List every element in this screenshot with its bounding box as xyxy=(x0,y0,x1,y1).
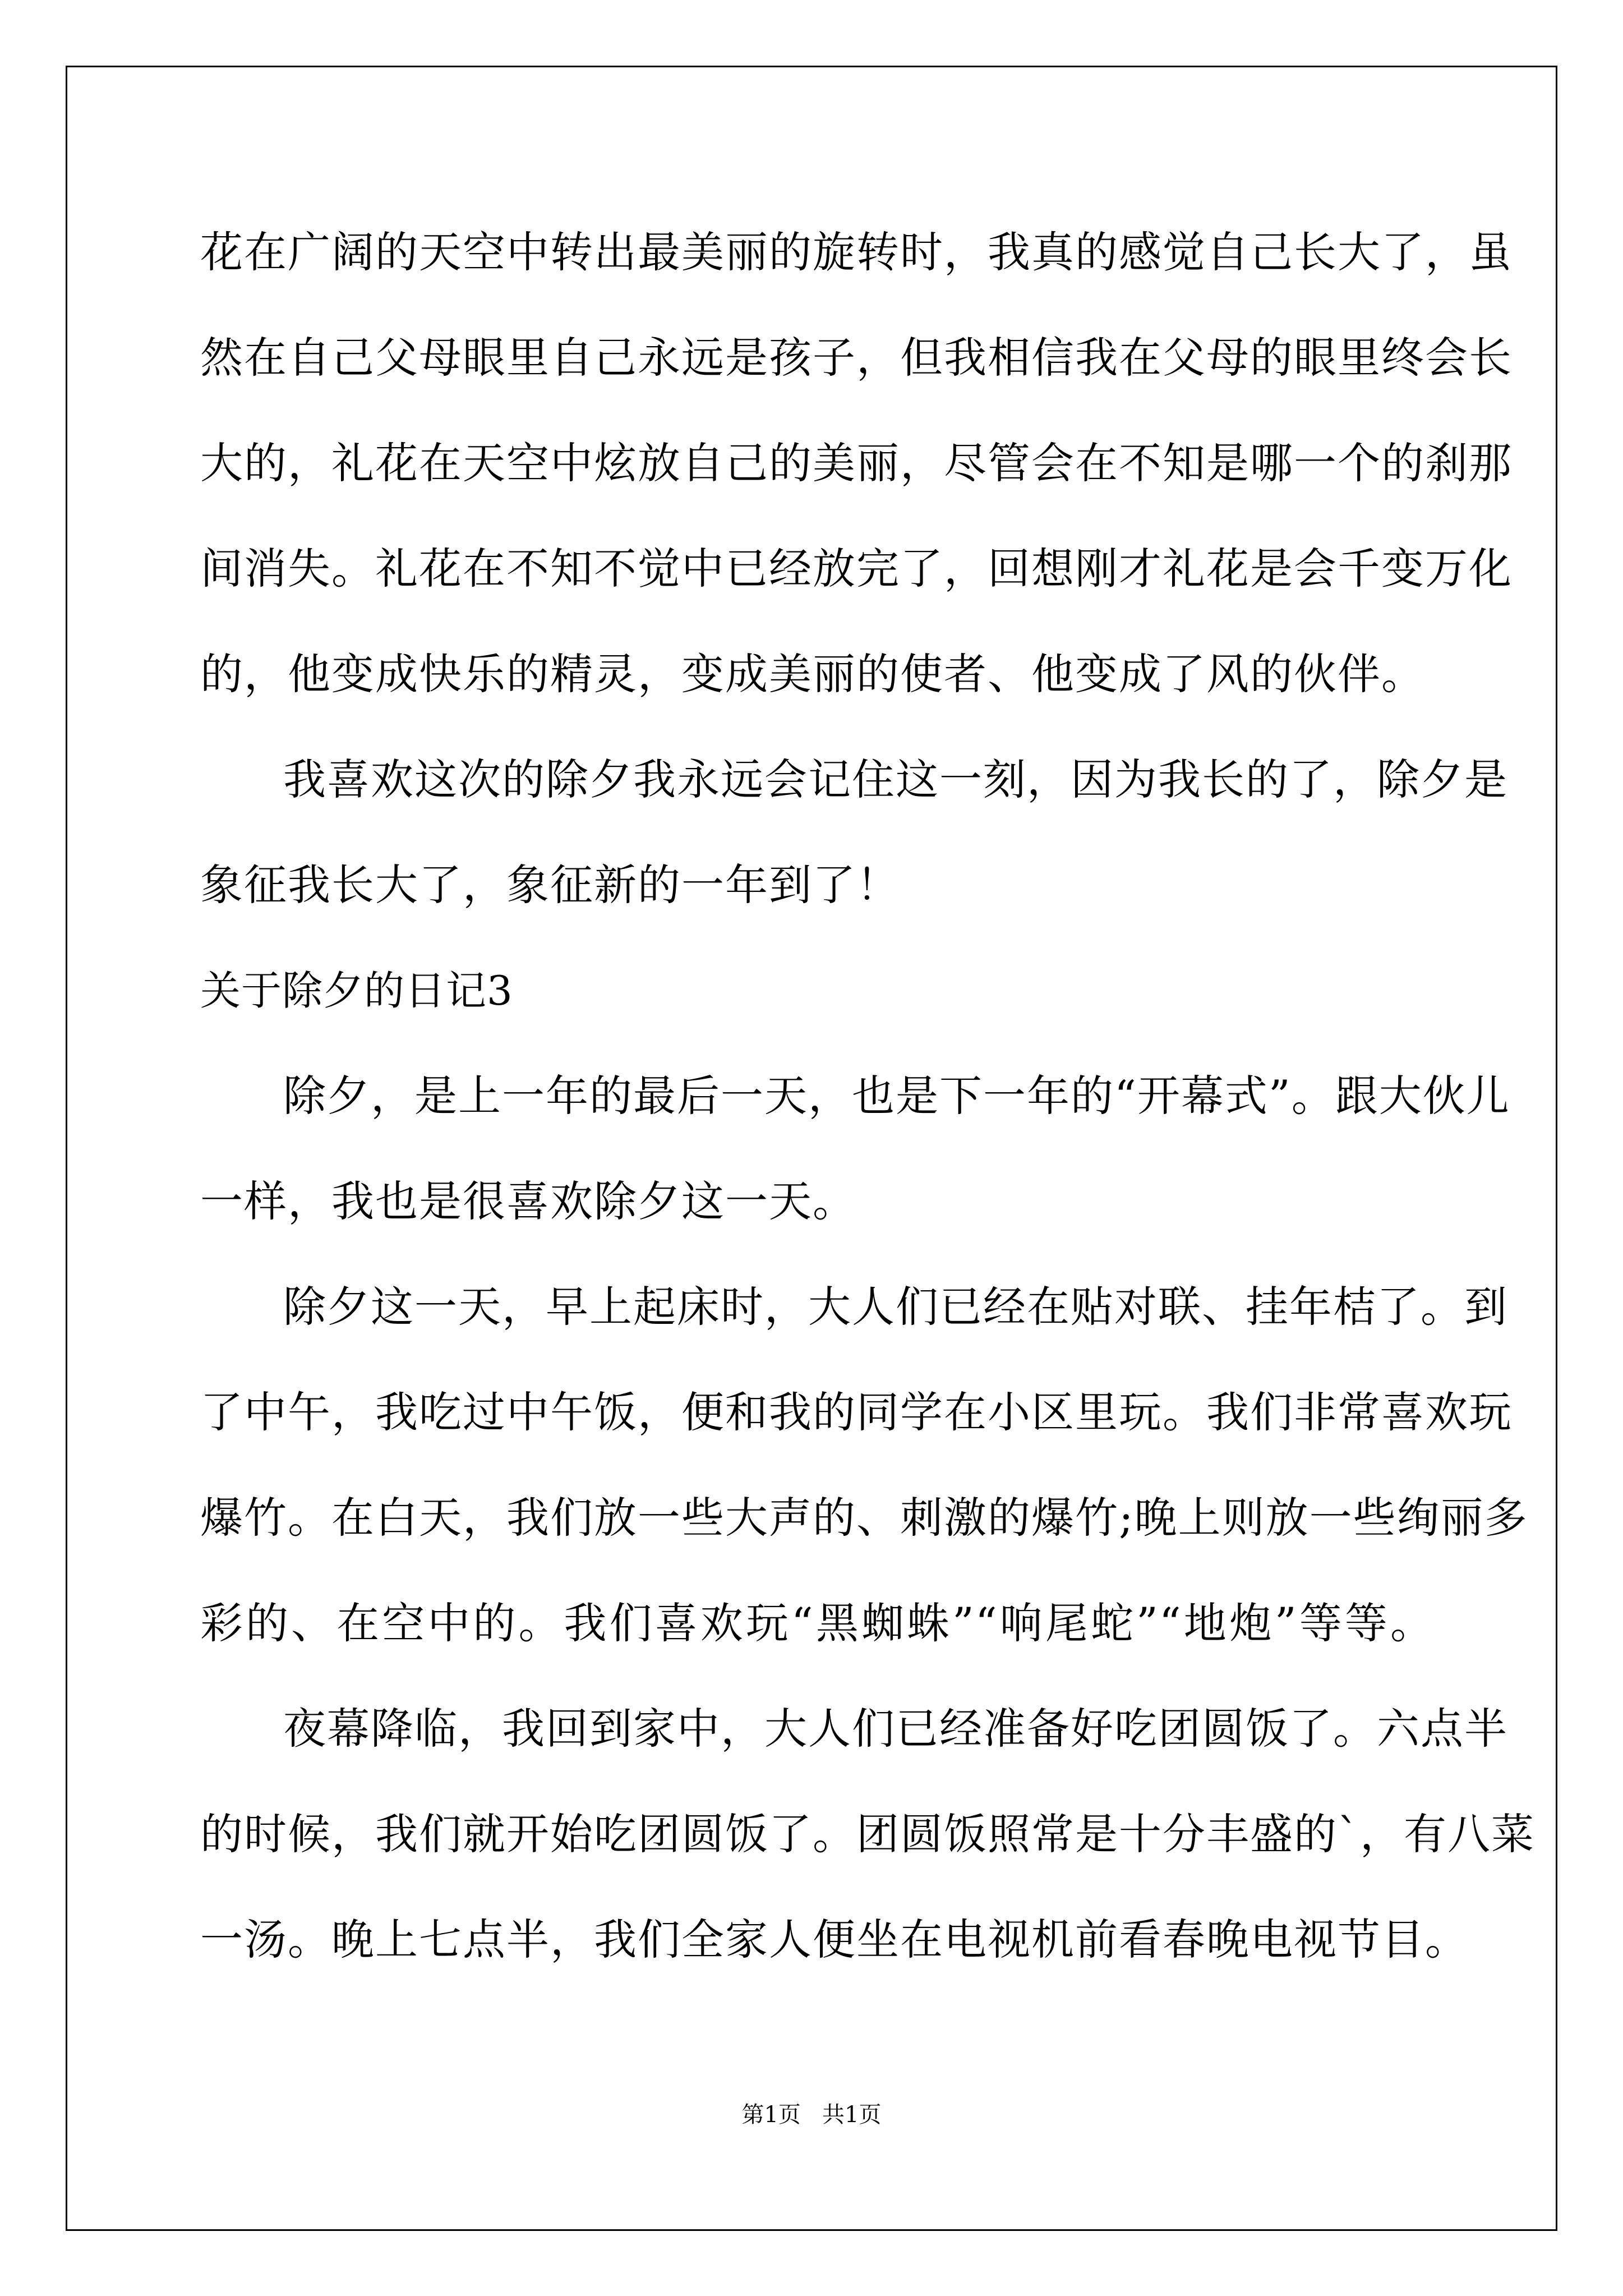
text-line-4: 间消失。礼花在不知不觉中已经放完了，回想刚才礼花是会千变万化 xyxy=(200,544,1513,593)
text-line-14: 彩的、在空中的。我们喜欢玩“黑蜘蛛”“响尾蛇”“地炮”等等。 xyxy=(200,1598,1434,1648)
text-line-7: 象征我长大了，象征新的一年到了！ xyxy=(200,860,900,910)
text-line-16: 的时候，我们就开始吃团圆饭了。团圆饭照常是十分丰盛的`，有八菜 xyxy=(200,1809,1535,1859)
text-line-1: 花在广阔的天空中转出最美丽的旋转时，我真的感觉自己长大了，虽 xyxy=(200,227,1513,277)
section-heading: 关于除夕的日记3 xyxy=(200,967,513,1014)
text-line-6: 我喜欢这次的除夕我永远会记住这一刻，因为我长的了，除夕是 xyxy=(283,754,1508,804)
document-body xyxy=(200,200,1535,1993)
text-line-2: 然在自己父母眼里自己永远是孩子，但我相信我在父母的眼里终会长 xyxy=(200,333,1513,383)
text-line-9: 除夕，是上一年的最后一天，也是下一年的“开幕式”。跟大伙儿 xyxy=(283,1071,1510,1121)
text-line-12: 了中午，我吃过中午饭，便和我的同学在小区里玩。我们非常喜欢玩 xyxy=(200,1387,1513,1437)
text-line-17: 一汤。晚上七点半，我们全家人便坐在电视机前看春晚电视节目。 xyxy=(200,1915,1469,1964)
text-line-3: 大的，礼花在天空中炫放自己的美丽，尽管会在不知是哪一个的刹那 xyxy=(200,438,1513,488)
page-footer: 第1页 共1页 xyxy=(741,2102,882,2128)
text-line-13: 爆竹。在白天，我们放一些大声的、刺激的爆竹;晚上则放一些绚丽多 xyxy=(200,1493,1528,1543)
text-line-10: 一样，我也是很喜欢除夕这一天。 xyxy=(200,1176,856,1226)
text-line-11: 除夕这一天，早上起床时，大人们已经在贴对联、挂年桔了。到 xyxy=(283,1282,1508,1332)
text-line-15: 夜幕降临，我回到家中，大人们已经准备好吃团圆饭了。六点半 xyxy=(283,1704,1508,1754)
text-line-5: 的，他变成快乐的精灵，变成美丽的使者、他变成了风的伙伴。 xyxy=(200,649,1425,699)
